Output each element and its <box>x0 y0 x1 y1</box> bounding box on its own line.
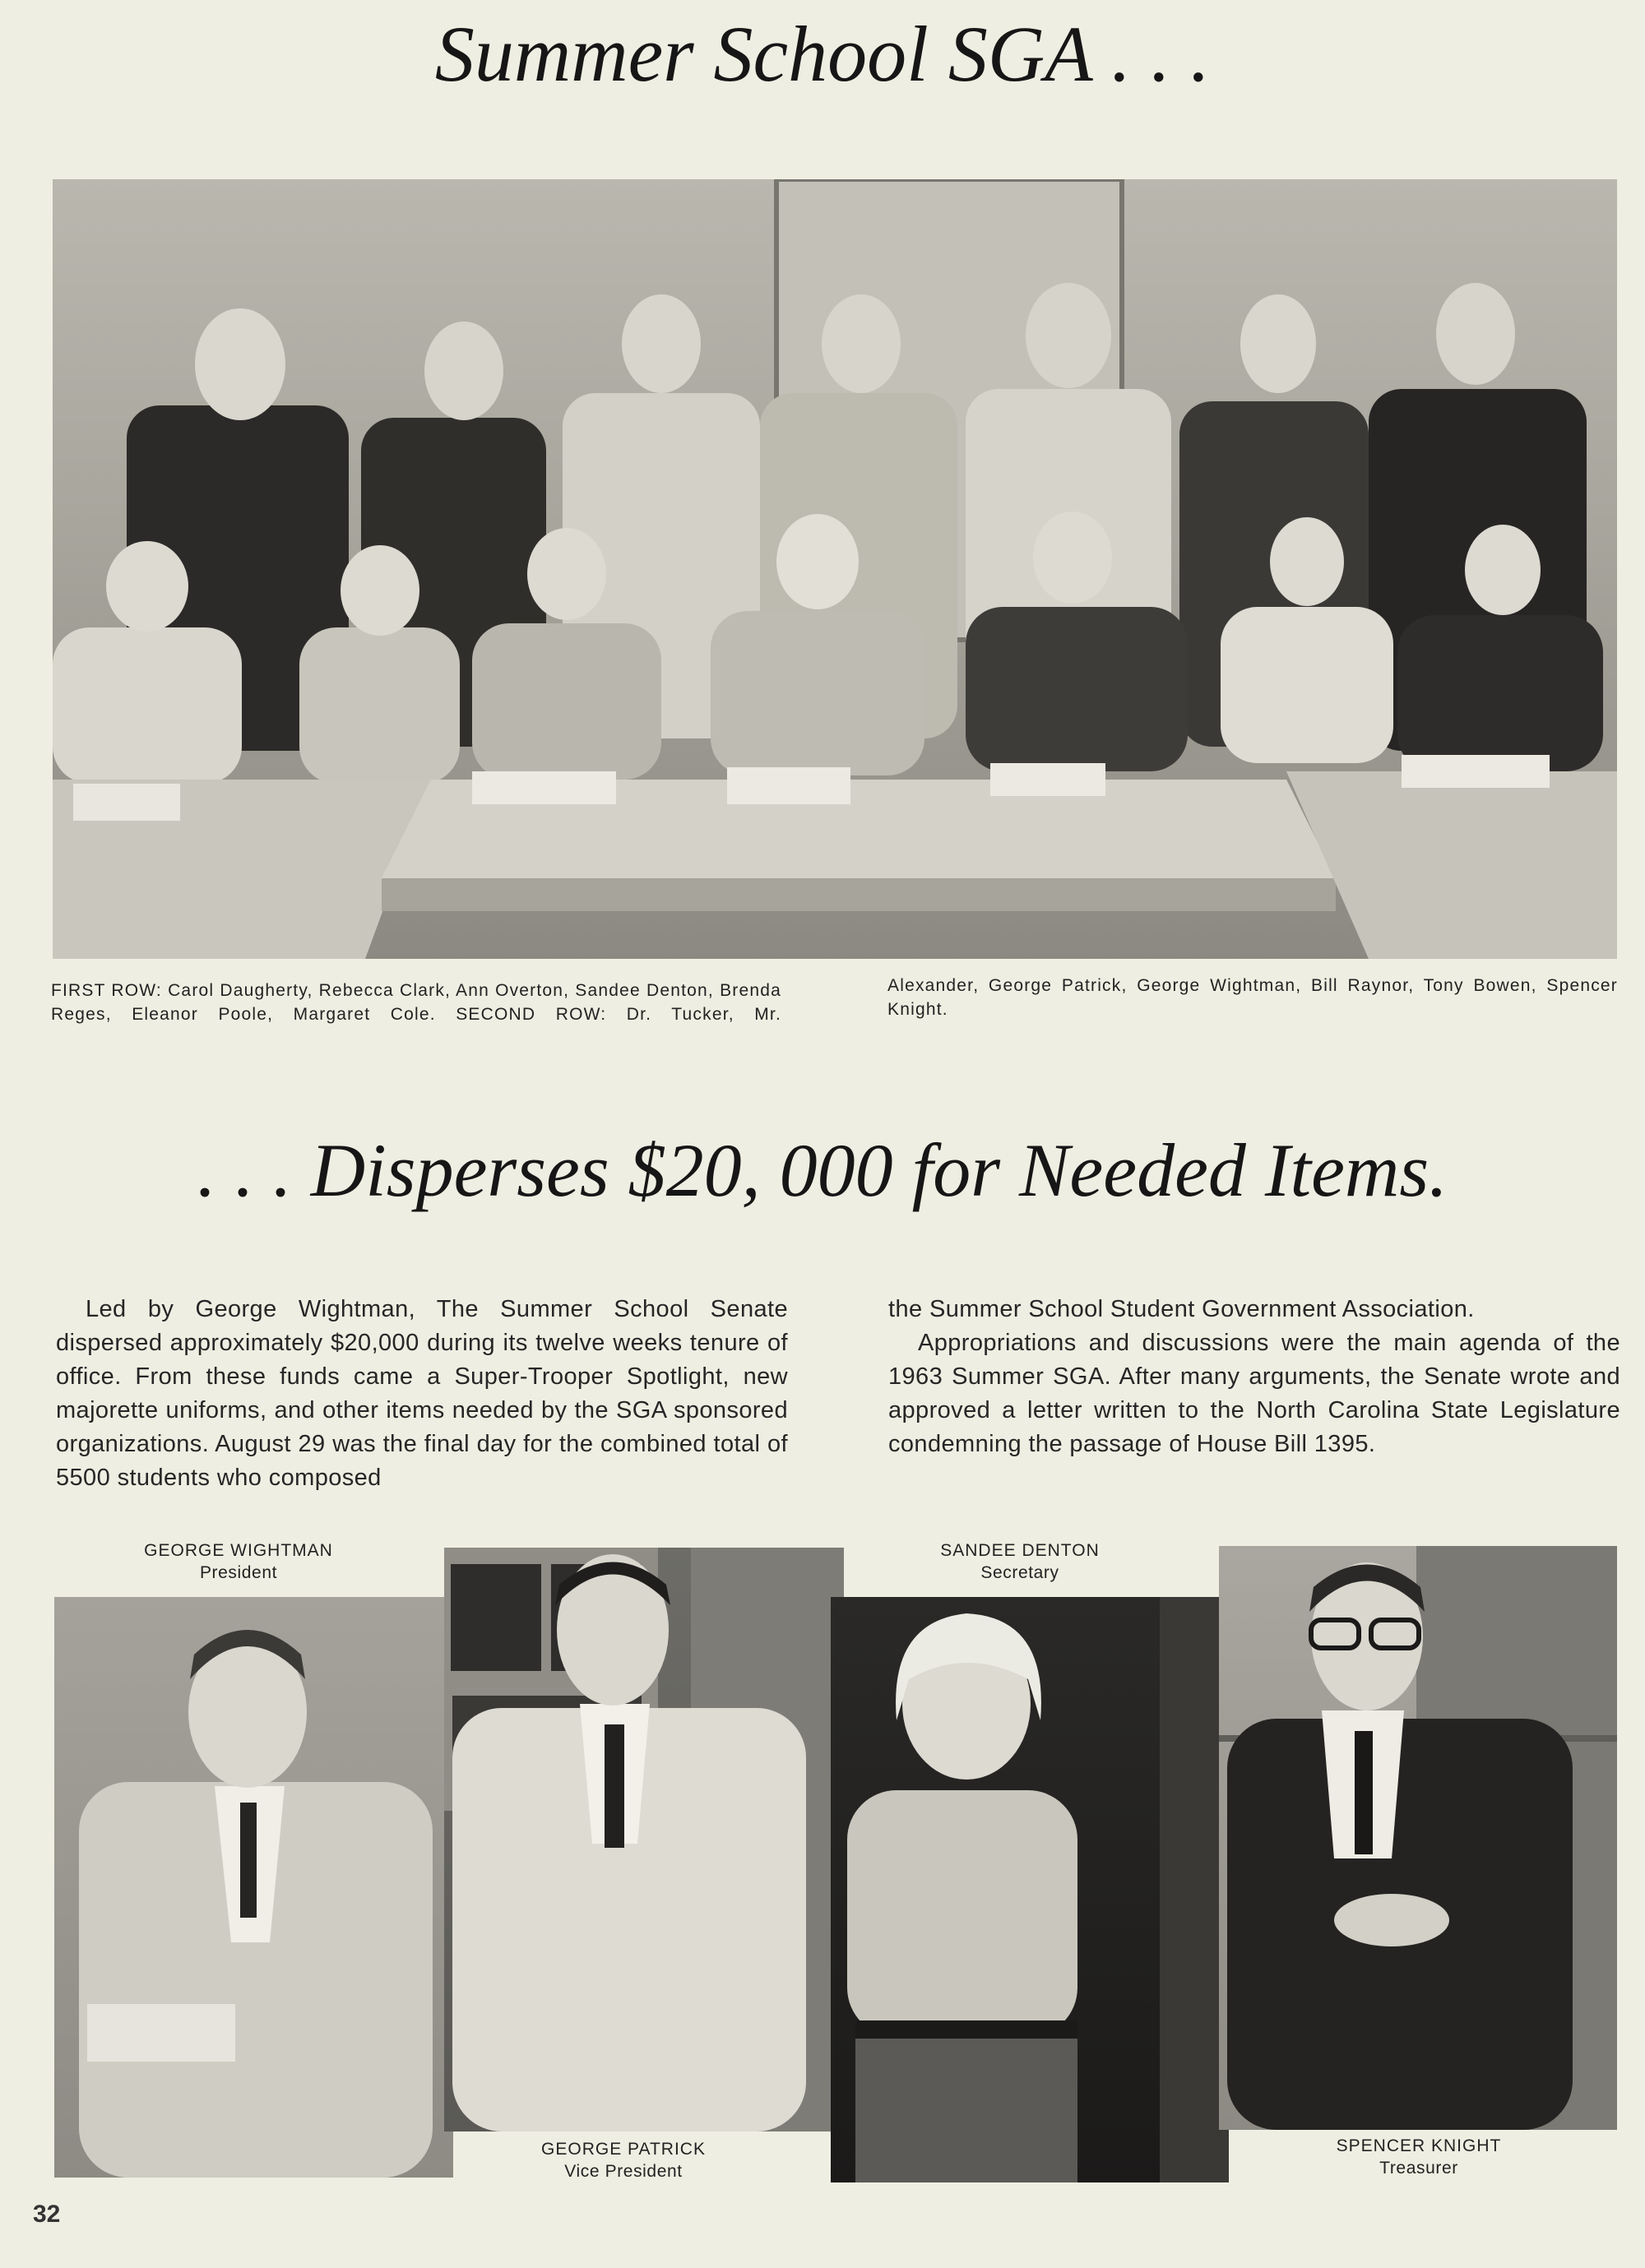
article-column-2 <box>888 1293 1620 1461</box>
officer-label-treasurer <box>1254 2135 1583 2179</box>
group-caption-right: Alexander, George Patrick, George Wightman, Bill Raynor, Tony Bowen, Spencer Knight. <box>887 976 1618 1019</box>
officer-label-vice-president <box>459 2138 788 2182</box>
page-title: Summer School SGA . . . <box>434 10 1211 98</box>
portrait-treasurer <box>1219 1546 1617 2130</box>
officer-name: SPENCER KNIGHT <box>1336 2136 1502 2155</box>
group-caption-left: FIRST ROW: Carol Daugherty, Rebecca Clark, Ann Overton, Sandee Denton, Brenda Reges, Eleanor Poole, Margaret Cole. SECOND ROW: Dr. Tucker, Mr. <box>51 981 781 1024</box>
officer-title: Vice President <box>564 2162 683 2181</box>
portrait-president <box>54 1597 453 2178</box>
officer-name: GEORGE PATRICK <box>541 2140 706 2159</box>
officer-label-secretary <box>855 1539 1184 1584</box>
officer-label-president <box>74 1539 403 1584</box>
officer-title: Treasurer <box>1379 2159 1458 2178</box>
portrait-vice-president <box>444 1548 844 2131</box>
group-photo <box>53 179 1617 959</box>
officer-title: Secretary <box>980 1563 1059 1582</box>
officer-name: SANDEE DENTON <box>940 1541 1100 1560</box>
article-heading: . . . Disperses $20, 000 for Needed Items. <box>197 1128 1448 1212</box>
page-number: 32 <box>33 2201 61 2228</box>
article-column-1 <box>56 1293 788 1495</box>
portrait-secretary <box>831 1597 1229 2182</box>
article-paragraph: Led by George Wightman, The Summer School Senate dispersed approximately $20,000 during its twelve weeks tenure of office. From these funds came a Super-Trooper Spotlight, new majorette uniforms, and other items needed by the SGA sponsored organizations. August 29 was the final day for the combined total of 5500 students who composed <box>56 1296 788 1491</box>
article-paragraph: the Summer School Student Government Association. <box>888 1296 1475 1322</box>
officer-name: GEORGE WIGHTMAN <box>144 1541 333 1560</box>
article-paragraph: Appropriations and discussions were the main agenda of the 1963 Summer SGA. After many arguments, the Senate wrote and approved a letter written to the North Carolina State Legislature condemning the passage of House Bill 1395. <box>888 1330 1620 1457</box>
officer-title: President <box>199 1563 278 1582</box>
